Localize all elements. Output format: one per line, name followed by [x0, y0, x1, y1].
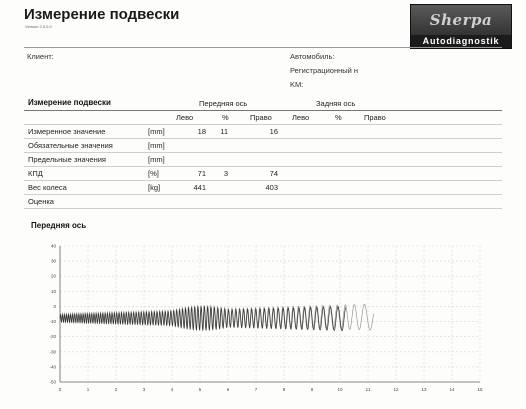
row-unit: [mm] [148, 141, 165, 150]
car-label: Автомобиль: [290, 52, 335, 61]
rear-axle-header: Задняя ось [316, 99, 356, 108]
y-tick-label: 10 [50, 288, 56, 294]
front-left-value: 441 [193, 183, 206, 192]
client-label: Клиент: [27, 52, 54, 61]
x-tick-label: 1 [86, 387, 90, 392]
y-tick-label: -10 [49, 319, 56, 325]
y-tick-label: -20 [49, 334, 56, 340]
version-text: Version 2.5.0.0 [25, 24, 52, 29]
front-pct-value: 11 [220, 127, 228, 136]
y-tick-label: 40 [50, 243, 56, 249]
row-label: Предельные значения [28, 155, 106, 164]
x-tick-label: 11 [365, 387, 371, 392]
rear-left-col: Лево [292, 113, 310, 122]
front-axle-chart-title: Передняя ось [31, 221, 87, 230]
x-tick-label: 5 [198, 387, 202, 392]
row-unit: [mm] [148, 127, 165, 136]
y-tick-label: 20 [50, 273, 56, 279]
front-left-value: 71 [197, 169, 206, 178]
table-title: Измерение подвески [28, 98, 111, 107]
y-tick-label: 30 [50, 258, 56, 264]
x-tick-label: 3 [142, 387, 146, 392]
row-label: Оценка [28, 197, 54, 206]
km-label: KM: [290, 80, 304, 89]
row-label: Измеренное значение [28, 127, 106, 136]
front-pct-col: % [222, 113, 229, 122]
x-tick-label: 10 [337, 387, 343, 392]
x-tick-label: 14 [449, 387, 455, 392]
row-label: Вес колеса [28, 183, 67, 192]
x-tick-label: 12 [393, 387, 399, 392]
row-unit: [%] [148, 169, 159, 178]
front-left-value: 18 [197, 127, 206, 136]
row-label: Обязательные значения [28, 141, 113, 150]
x-tick-label: 15 [477, 387, 483, 392]
front-pct-value: 3 [223, 169, 228, 178]
front-right-value: 403 [265, 183, 278, 192]
logo-text: Autodiagnostik [411, 35, 511, 48]
front-left-col: Лево [176, 113, 194, 122]
front-right-col: Право [250, 113, 272, 122]
x-tick-label: 8 [282, 387, 286, 392]
row-unit: [mm] [148, 155, 165, 164]
x-tick-label: 2 [114, 387, 118, 392]
x-tick-label: 13 [421, 387, 427, 392]
rear-right-col: Право [364, 113, 386, 122]
x-tick-label: 6 [226, 387, 230, 392]
row-unit: [kg] [148, 183, 161, 192]
rear-pct-col: % [335, 113, 342, 122]
x-tick-label: 9 [310, 387, 314, 392]
report-title: Измерение подвески [24, 6, 180, 23]
y-tick-label: -30 [49, 349, 56, 355]
front-axle-header: Передняя ось [199, 99, 248, 108]
x-tick-label: 0 [58, 387, 62, 392]
x-tick-label: 7 [254, 387, 258, 392]
logo-script: Sherpa [429, 11, 493, 29]
y-tick-label: -50 [49, 379, 56, 385]
y-tick-label: -40 [49, 364, 56, 370]
x-tick-label: 4 [170, 387, 174, 392]
y-tick-label: 0 [53, 303, 56, 309]
reg-label: Регистрационный н [290, 66, 359, 75]
front-right-value: 16 [269, 127, 278, 136]
row-label: КПД [28, 169, 43, 178]
front-right-value: 74 [269, 169, 278, 178]
